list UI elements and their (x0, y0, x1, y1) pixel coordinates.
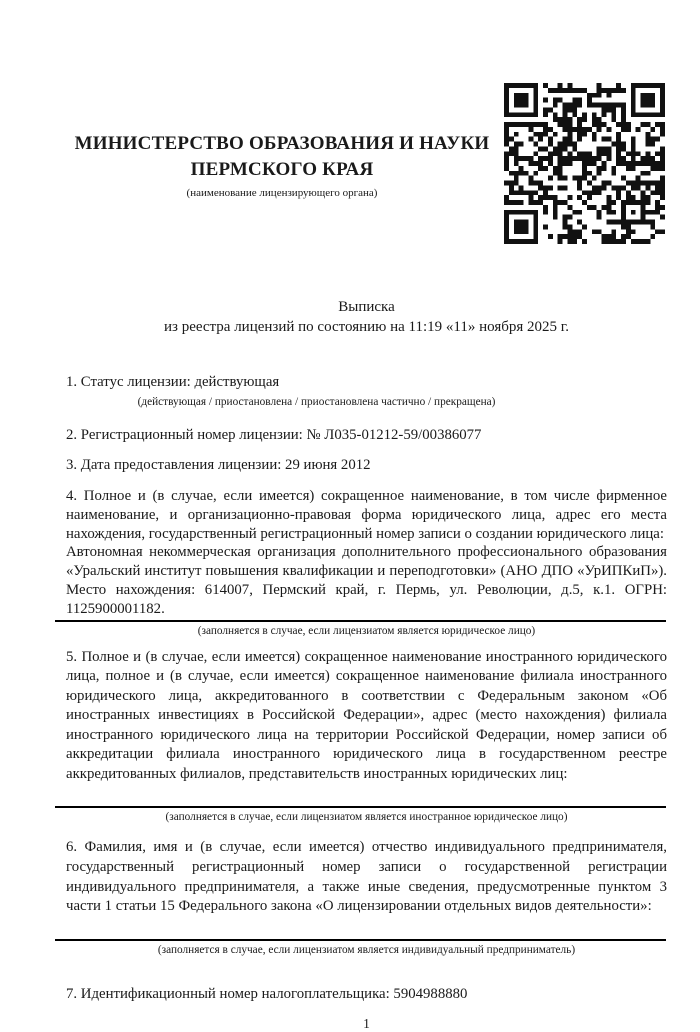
foreign-entity-caption: (заполняется в случае, если лицензиатом является иностранное юридическое лицо) (165, 811, 568, 824)
ministry-header (66, 131, 498, 201)
page-number: 1 (363, 1016, 370, 1032)
individual-entrepreneur-blank (66, 917, 667, 937)
section-foreign-entity (66, 648, 667, 826)
section-license-date (66, 455, 667, 475)
ministry-name-line2: ПЕРМСКОГО КРАЯ (190, 159, 374, 180)
ministry-name-line1: МИНИСТЕРСТВО ОБРАЗОВАНИЯ И НАУКИ (74, 133, 490, 154)
legal-entity-answer: Автономная некоммерческая организация дополнительного профессионального образования «Уральский институт повышения квалификации и переподготовки» (АНО ДПО «УрИПКиП»). Место нахождения: 614007, Пермский край, г. Пермь, ул. Революции, д.5, к.1. ОГРН: 1125900001182. (66, 544, 667, 617)
document-title-line2: из реестра лицензий по состоянию на 11:19 «11» ноября 2025 г. (164, 319, 569, 335)
document-title (66, 297, 667, 337)
ministry-name-caption: (наименование лицензирующего органа) (186, 187, 378, 199)
legal-entity-caption: (заполняется в случае, если лицензиатом является юридическое лицо) (197, 624, 536, 637)
document-title-line1: Выписка (338, 299, 395, 315)
ministry-name (66, 131, 498, 183)
section-registration-number (66, 425, 667, 445)
license-date-text: 3. Дата предоставления лицензии: 29 июня 2012 (66, 457, 371, 473)
document-content (66, 0, 667, 1032)
section-taxpayer-number (66, 984, 667, 1004)
individual-entrepreneur-question: 6. Фамилия, имя и (в случае, если имеется) отчество индивидуального предпринимателя, государственный регистрационный номер записи о государственной регистрации индивидуального предпринимателя, а также иные сведения, предусмотренные пунктом 3 части 1 статьи 15 Федерального закона «О лицензировании отдельных видов деятельности»: (66, 839, 667, 915)
taxpayer-number-text: 7. Идентификационный номер налогоплательщика: 5904988880 (66, 986, 468, 1003)
registration-number-text: 2. Регистрационный номер лицензии: № Л035-01212-59/00386077 (66, 427, 482, 443)
section-legal-entity (66, 487, 667, 639)
foreign-entity-question: 5. Полное и (в случае, если имеется) сокращенное наименование иностранного юридического лица, полное и (в случае, если имеется) сокращенное наименование филиала иностранного юридического лица, аккредитованного в соответствии с Федеральным законом «Об иностранных инвестициях в Российской Федерации», адрес (место нахождения) филиала иностранного юридического лица на территории Российской Федерации, номер записи об аккредитации филиала иностранного юридического лица в государственном реестре аккредитованных филиалов, представительств иностранных юридических лиц: (66, 648, 667, 782)
individual-entrepreneur-caption: (заполняется в случае, если лицензиатом является индивидуальный предприниматель) (157, 944, 576, 957)
section-license-status (66, 372, 667, 410)
divider-line (55, 620, 666, 622)
foreign-entity-blank (66, 784, 667, 804)
legal-entity-question: 4. Полное и (в случае, если имеется) сокращенное наименование, в том числе фирменное наименование, и организационно-правовая форма юридического лица, адрес его места нахождения, государственный регистрационный номер записи о создании юридического лица: (66, 488, 667, 542)
divider-line (55, 806, 666, 808)
section-individual-entrepreneur (66, 838, 667, 958)
divider-line (55, 939, 666, 941)
license-status-text: 1. Статус лицензии: действующая (66, 374, 280, 390)
license-status-options-caption: (действующая / приостановлена / приостановлена частично / прекращена) (137, 396, 496, 408)
